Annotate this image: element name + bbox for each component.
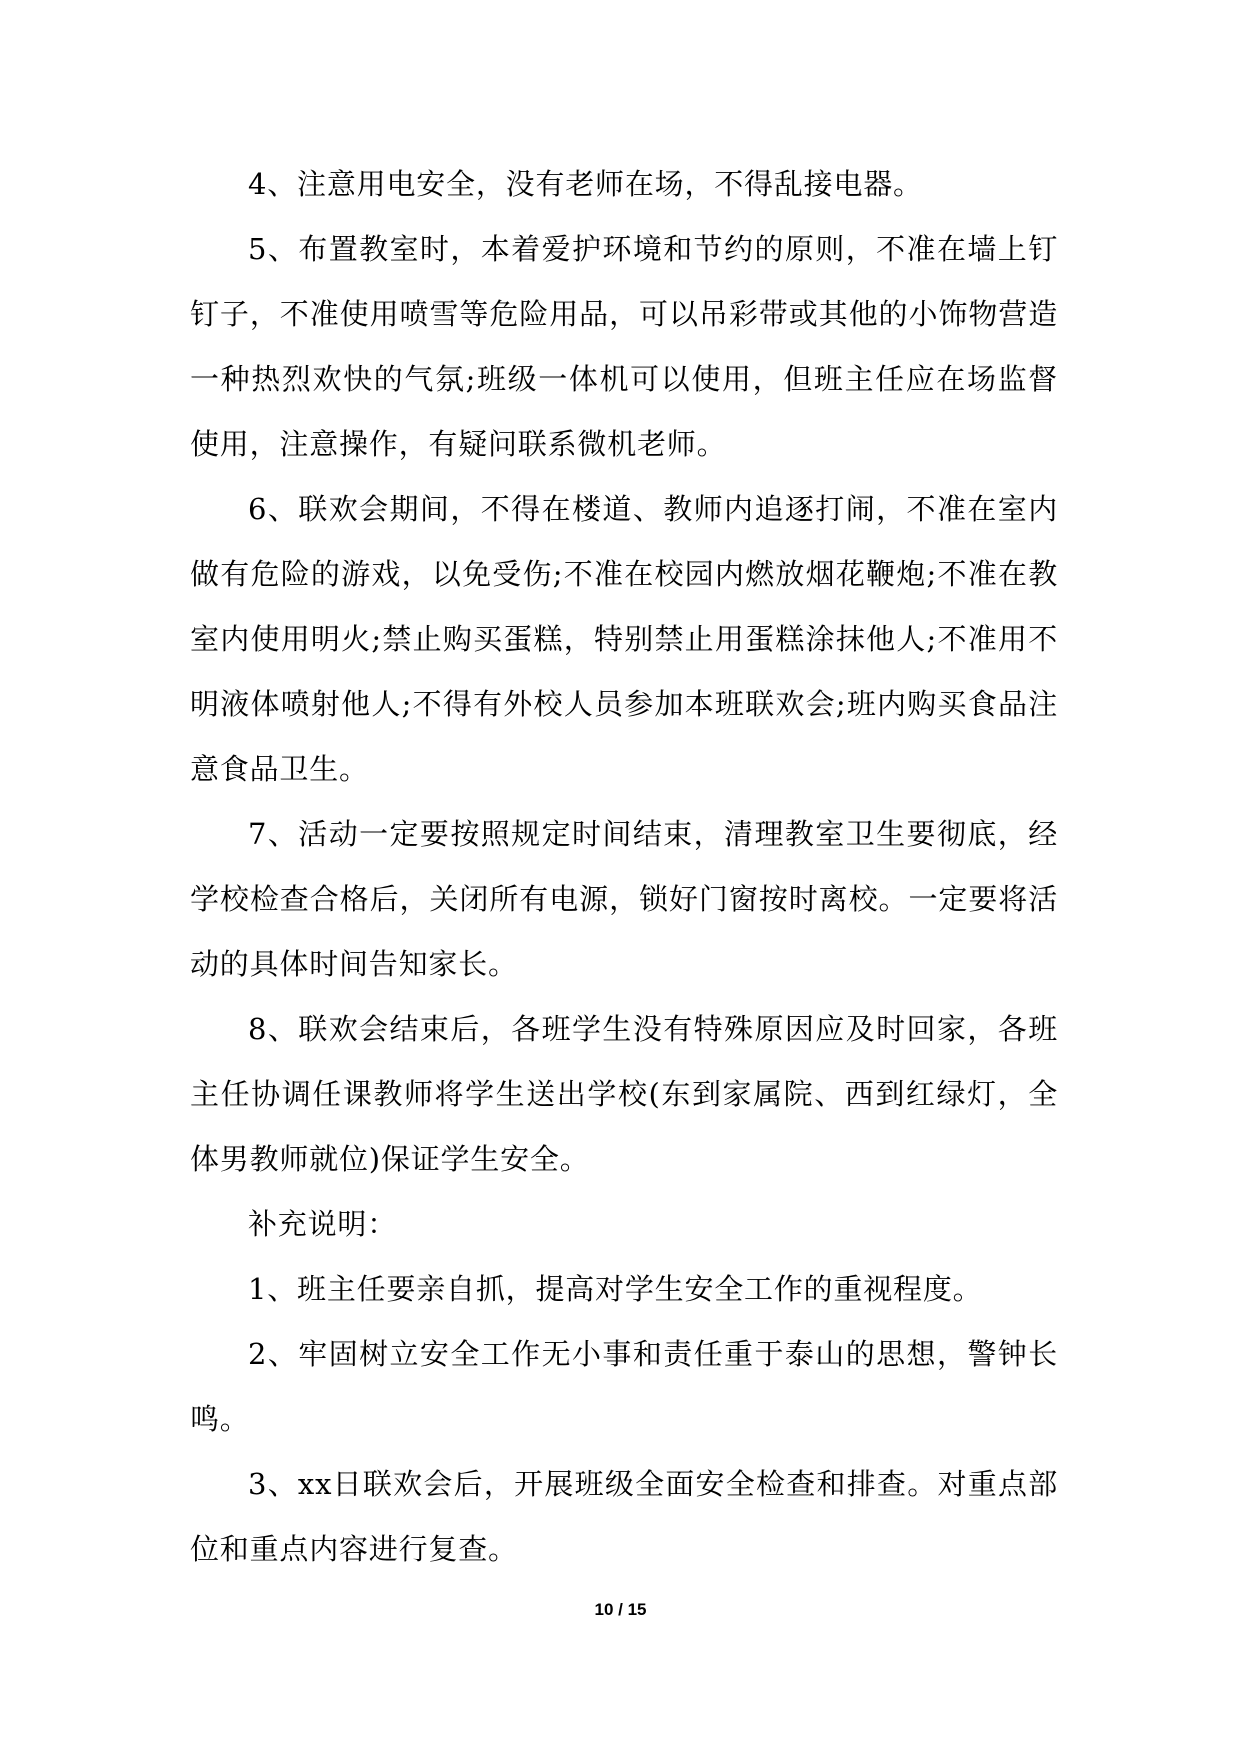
supplement-heading: 补充说明： [248, 1207, 398, 1241]
document-body [190, 152, 1058, 1582]
supplement-item-2: 2、牢固树立安全工作无小事和责任重于泰山的思想，警钟长鸣。 [190, 1337, 1058, 1436]
paragraph-rule-6: 6、联欢会期间，不得在楼道、教师内追逐打闹，不准在室内做有危险的游戏，以免受伤;不准在校园内燃放烟花鞭炮;不准在教室内使用明火;禁止购买蛋糕，特别禁止用蛋糕涂抹他人;不准用不明液体喷射他人;不得有外校人员参加本班联欢会;班内购买食品注意食品卫生。 [190, 492, 1058, 786]
paragraph-rule-5: 5、布置教室时，本着爱护环境和节约的原则，不准在墙上钉钉子，不准使用喷雪等危险用品，可以吊彩带或其他的小饰物营造一种热烈欢快的气氛;班级一体机可以使用，但班主任应在场监督使用，注意操作，有疑问联系微机老师。 [190, 232, 1058, 461]
page-number: 10 / 15 [594, 1600, 647, 1619]
paragraph-rule-4: 4、注意用电安全，没有老师在场，不得乱接电器。 [248, 167, 923, 201]
supplement-item-3: 3、xx日联欢会后，开展班级全面安全检查和排查。对重点部位和重点内容进行复查。 [190, 1467, 1058, 1566]
paragraph-rule-8: 8、联欢会结束后，各班学生没有特殊原因应及时回家，各班主任协调任课教师将学生送出学校(东到家属院、西到红绿灯，全体男教师就位)保证学生安全。 [190, 1012, 1058, 1176]
supplement-item-1: 1、班主任要亲自抓，提高对学生安全工作的重视程度。 [248, 1272, 983, 1306]
paragraph-rule-7: 7、活动一定要按照规定时间结束，清理教室卫生要彻底，经学校检查合格后，关闭所有电源，锁好门窗按时离校。一定要将活动的具体时间告知家长。 [190, 817, 1058, 981]
